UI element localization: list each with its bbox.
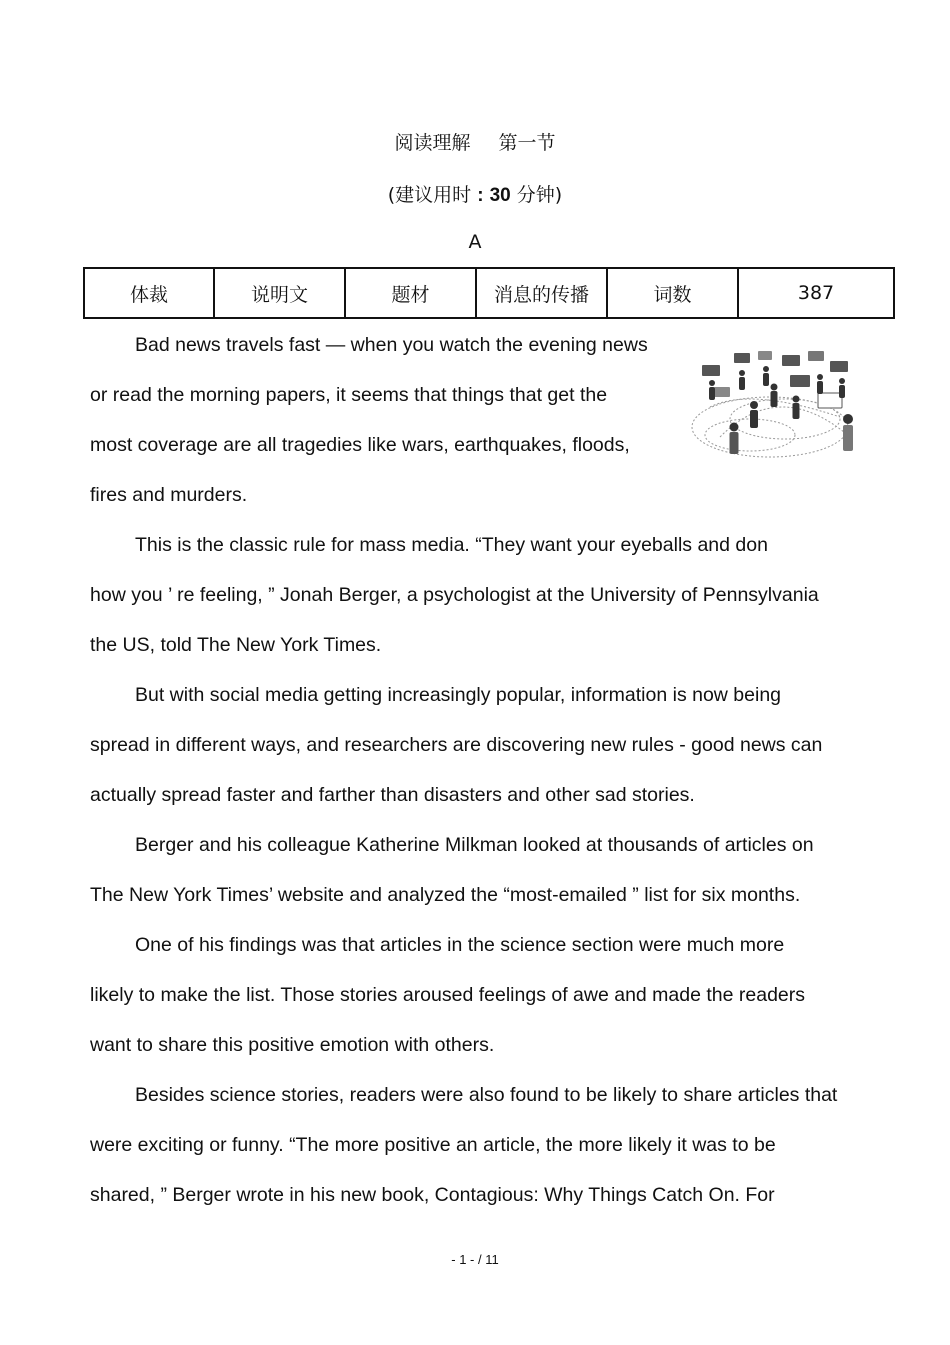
paragraph-line: the US, told The New York Times. bbox=[90, 634, 382, 656]
paragraph-line: But with social media getting increasingly popular, information is now being bbox=[135, 684, 782, 706]
paragraph-2 bbox=[90, 520, 819, 670]
paragraph-line: One of his findings was that articles in the science section were much more bbox=[135, 934, 785, 956]
suggested-time-minutes: 30 bbox=[489, 185, 511, 206]
suggested-time bbox=[0, 180, 950, 207]
paragraph-5 bbox=[90, 920, 805, 1070]
word-count-label: 词数 bbox=[607, 268, 738, 318]
topic-label: 题材 bbox=[345, 268, 476, 318]
paragraph-line: or read the morning papers, it seems that things that get the bbox=[90, 384, 608, 406]
title-main: 阅读理解 bbox=[394, 132, 471, 154]
section-label: A bbox=[468, 231, 482, 253]
social-network-illustration bbox=[690, 347, 862, 465]
page-number: - 1 - / 11 bbox=[451, 1252, 499, 1267]
genre-label: 体裁 bbox=[84, 268, 214, 318]
paragraph-4 bbox=[90, 820, 814, 920]
paragraph-line: fires and murders. bbox=[90, 484, 248, 506]
page-title bbox=[0, 128, 950, 155]
word-count-value: 387 bbox=[738, 268, 894, 318]
title-section: 第一节 bbox=[498, 132, 556, 154]
paragraph-line: This is the classic rule for mass media. “They want your eyeballs and don bbox=[135, 534, 768, 556]
topic-value: 消息的传播 bbox=[476, 268, 607, 318]
paragraph-line: most coverage are all tragedies like wars, earthquakes, floods, bbox=[90, 434, 630, 456]
genre-value: 说明文 bbox=[214, 268, 345, 318]
paragraph-line: Bad news travels fast — when you watch the evening news bbox=[135, 334, 648, 356]
paragraph-line: Besides science stories, readers were also found to be likely to share articles that bbox=[135, 1084, 838, 1106]
suggested-time-colon: : bbox=[477, 185, 484, 206]
paragraph-line: want to share this positive emotion with others. bbox=[90, 1034, 495, 1056]
paragraph-line: how you ’ re feeling, ” Jonah Berger, a psychologist at the University of Pennsylvania bbox=[90, 584, 819, 606]
paragraph-line: actually spread faster and farther than disasters and other sad stories. bbox=[90, 784, 695, 806]
paragraph-line: were exciting or funny. “The more positive an article, the more likely it was to be bbox=[90, 1134, 776, 1156]
suggested-time-open: (建议用时 bbox=[387, 184, 472, 206]
suggested-time-close: 分钟) bbox=[516, 184, 563, 206]
paragraph-6 bbox=[90, 1070, 837, 1220]
paragraph-3 bbox=[90, 670, 822, 820]
paragraph-1 bbox=[90, 320, 648, 520]
paragraph-line: The New York Times’ website and analyzed the “most-emailed ” list for six months. bbox=[90, 884, 801, 906]
paragraph-line: shared, ” Berger wrote in his new book, Contagious: Why Things Catch On. For bbox=[90, 1184, 775, 1206]
passage-info-table bbox=[83, 267, 895, 319]
paragraph-line: likely to make the list. Those stories aroused feelings of awe and made the readers bbox=[90, 984, 806, 1006]
paragraph-line: Berger and his colleague Katherine Milkman looked at thousands of articles on bbox=[135, 834, 814, 856]
paragraph-line: spread in different ways, and researchers are discovering new rules - good news can bbox=[90, 734, 823, 756]
passage-info-row bbox=[84, 268, 894, 318]
